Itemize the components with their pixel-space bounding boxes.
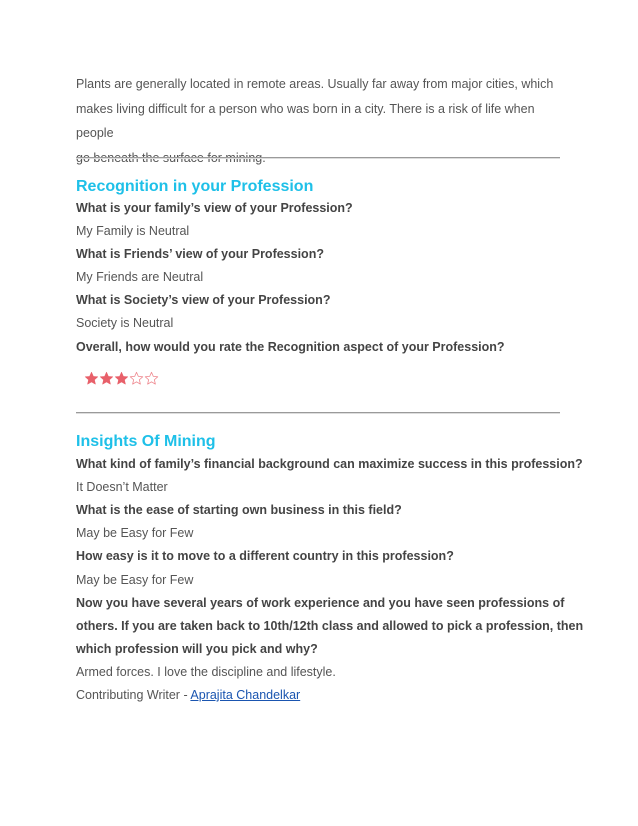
question-recognition-rating: Overall, how would you rate the Recognition aspect of your Profession?: [76, 340, 505, 354]
contributing-writer: [76, 688, 300, 702]
question-friends-view: What is Friends’ view of your Profession?: [76, 247, 324, 261]
star-filled-icon: [84, 371, 99, 386]
question-family-view: What is your family’s view of your Profession?: [76, 201, 353, 215]
star-filled-icon: [99, 371, 114, 386]
question-pick-profession-line-1: Now you have several years of work experience and you have seen professions of: [76, 596, 565, 610]
question-pick-profession-line-3: which profession will you pick and why?: [76, 642, 318, 656]
answer-financial-background: It Doesn’t Matter: [76, 480, 168, 494]
question-pick-profession-line-2: others. If you are taken back to 10th/12th class and allowed to pick a profession, then: [76, 619, 584, 633]
answer-friends-view: My Friends are Neutral: [76, 270, 204, 284]
intro-paragraph: [76, 72, 566, 170]
question-financial-background: What kind of family’s financial background can maximize success in this profession?: [76, 457, 583, 471]
question-society-view: What is Society’s view of your Profession?: [76, 293, 331, 307]
intro-line-2: makes living difficult for a person who was born in a city. There is a risk of life when people: [76, 101, 535, 140]
answer-society-view: Society is Neutral: [76, 316, 174, 330]
answer-own-business: May be Easy for Few: [76, 526, 194, 540]
writer-prefix: Contributing Writer -: [76, 688, 191, 702]
star-empty-icon: [129, 371, 144, 386]
star-empty-icon: [144, 371, 159, 386]
answer-pick-profession: Armed forces. I love the discipline and lifestyle.: [76, 665, 336, 679]
intro-line-1: Plants are generally located in remote areas. Usually far away from major cities, which: [76, 77, 554, 91]
answer-move-country: May be Easy for Few: [76, 573, 194, 587]
writer-link[interactable]: Aprajita Chandelkar: [190, 688, 301, 702]
star-filled-icon: [114, 371, 129, 386]
divider: [76, 157, 560, 158]
question-move-country: How easy is it to move to a different country in this profession?: [76, 549, 454, 563]
section-title-recognition: Recognition in your Profession: [76, 178, 314, 195]
question-own-business: What is the ease of starting own business in this field?: [76, 503, 402, 517]
answer-family-view: My Family is Neutral: [76, 224, 190, 238]
intro-line-3: go beneath the surface for mining.: [76, 150, 266, 165]
divider: [76, 412, 560, 413]
star-rating: [84, 369, 159, 387]
section-title-insights: Insights Of Mining: [76, 433, 216, 450]
